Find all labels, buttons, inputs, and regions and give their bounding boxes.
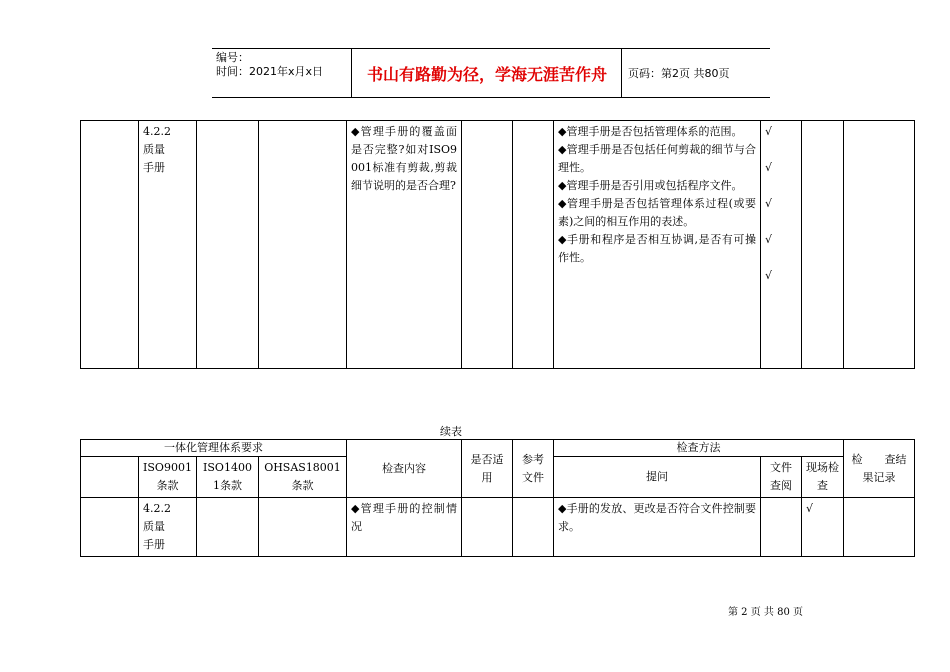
- site-check-cell: [802, 121, 844, 369]
- iso9001-clause-cell: [139, 121, 197, 369]
- header-applicable: 是否适用: [462, 440, 513, 498]
- check-mark: √: [765, 233, 773, 246]
- header-question: 提问: [554, 457, 761, 498]
- header-content: 检查内容: [347, 440, 462, 498]
- doc-number-label: 编号：: [216, 51, 249, 64]
- header-meta: [212, 49, 352, 97]
- clause-name-line-1: 质量: [143, 143, 165, 156]
- check-content-cell: [347, 498, 462, 557]
- doc-review-cell: [761, 498, 802, 557]
- check-mark: √: [765, 125, 773, 138]
- header-method: 检查方法: [554, 440, 844, 457]
- header-doc-review: 文件查阅: [761, 457, 802, 498]
- result-cell: [844, 121, 915, 369]
- blank-cell: [81, 498, 139, 557]
- question-item: ◆管理手册是否包括管理体系的范围。: [558, 125, 743, 138]
- question-item: ◆管理手册是否包括任何剪裁的细节与合理性。: [558, 143, 756, 174]
- applicable-cell: [462, 498, 513, 557]
- header-blank: [81, 457, 139, 498]
- header-ohsas: OHSAS18001条款: [259, 457, 347, 498]
- clause-name-line-2: 手册: [143, 538, 165, 551]
- iso9001-clause-cell: [139, 498, 197, 557]
- site-check-cell: [802, 498, 844, 557]
- iso14001-clause-cell: [197, 498, 259, 557]
- doc-review-cell: [761, 121, 802, 369]
- check-content-text: ◆管理手册的控制情况: [351, 502, 457, 533]
- check-content-text: ◆管理手册的覆盖面是否完整?如对ISO9001标准有剪裁,剪裁细节说明的是否合理?: [351, 125, 457, 192]
- checklist-table-1: [80, 120, 915, 369]
- clause-name-line-2: 手册: [143, 161, 165, 174]
- header-iso9001: ISO9001条款: [139, 457, 197, 498]
- reference-cell: [513, 498, 554, 557]
- question-item: ◆手册的发放、更改是否符合文件控制要求。: [558, 502, 756, 533]
- blank-cell: [81, 121, 139, 369]
- question-item: ◆管理手册是否引用或包括程序文件。: [558, 179, 743, 192]
- question-cell: [554, 498, 761, 557]
- iso14001-clause-cell: [197, 121, 259, 369]
- continued-label: 续表: [440, 425, 462, 438]
- clause-number: 4.2.2: [143, 125, 171, 138]
- page-footer: 第 2 页 共 80 页: [728, 607, 803, 618]
- header-site-check: 现场检查: [802, 457, 844, 498]
- check-mark: √: [765, 269, 773, 282]
- header-iso14001: ISO14001条款: [197, 457, 259, 498]
- checklist-table-2: [80, 439, 915, 557]
- clause-number: 4.2.2: [143, 502, 171, 515]
- check-mark: √: [765, 161, 773, 174]
- applicable-cell: [462, 121, 513, 369]
- header-requirements: 一体化管理体系要求: [81, 440, 347, 457]
- question-item: ◆手册和程序是否相互协调,是否有可操作性。: [558, 233, 756, 264]
- clause-name-line-1: 质量: [143, 520, 165, 533]
- reference-cell: [513, 121, 554, 369]
- question-cell: [554, 121, 761, 369]
- header-page-code: 页码：第2页 共80页: [628, 67, 730, 80]
- doc-time-label: 时间：2021年x月x日: [216, 65, 324, 78]
- header-result: 检 查结果记录: [844, 440, 915, 498]
- question-item: ◆管理手册是否包括管理体系过程(或要素)之间的相互作用的表述。: [558, 197, 756, 228]
- check-mark: √: [806, 502, 814, 515]
- result-cell: [844, 498, 915, 557]
- ohsas-clause-cell: [259, 498, 347, 557]
- check-content-cell: [347, 121, 462, 369]
- page-header: [212, 48, 770, 98]
- header-motto: 书山有路勤为径，学海无涯苦作舟: [353, 49, 622, 97]
- check-mark: √: [765, 197, 773, 210]
- header-reference: 参考文件: [513, 440, 554, 498]
- ohsas-clause-cell: [259, 121, 347, 369]
